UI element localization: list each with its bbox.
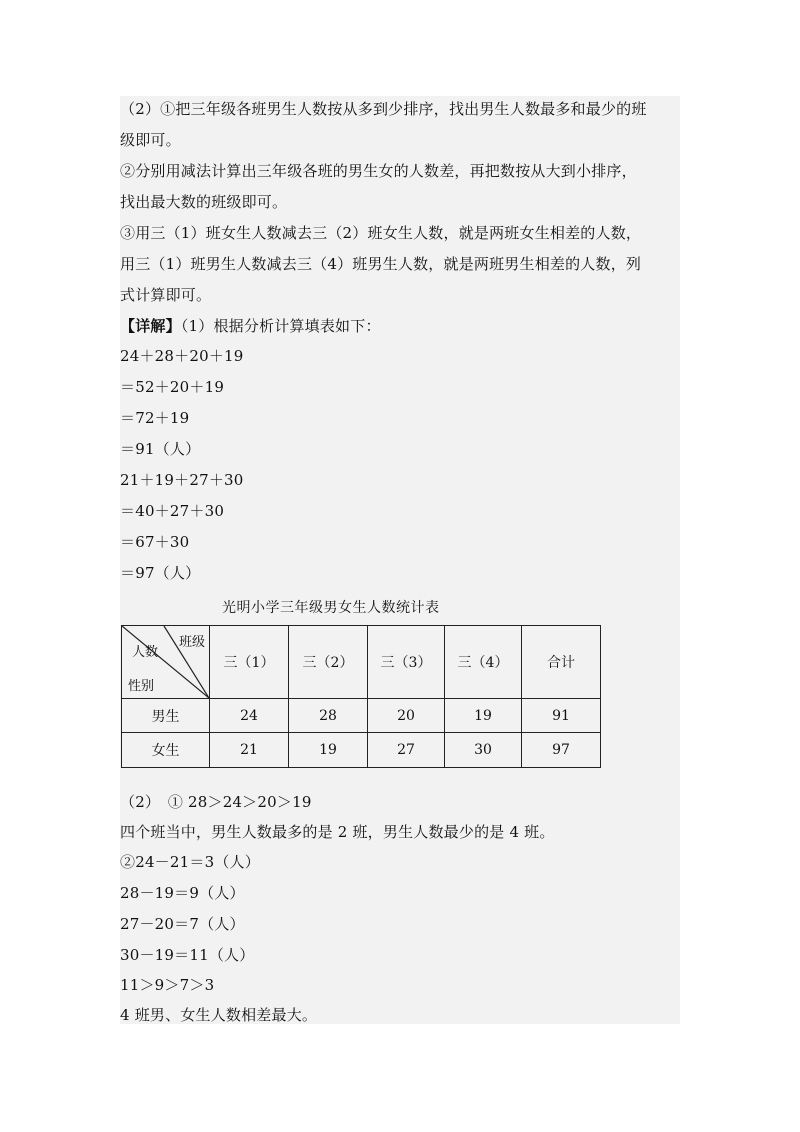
column-header: 三（4） — [445, 626, 522, 699]
detail-line — [120, 316, 381, 336]
table-header-row — [122, 626, 601, 699]
column-header: 合计 — [522, 626, 601, 699]
corner-label-count: 人数 — [132, 645, 159, 660]
calc-line: ＝97（人） — [120, 564, 201, 582]
table-row — [122, 733, 601, 768]
analysis-line-3: ②分别用减法计算出三年级各班的男生女的人数差，再把数按从大到小排序， — [120, 162, 637, 180]
table-cell: 21 — [210, 733, 289, 768]
detail-text: （1）根据分析计算填表如下： — [180, 317, 381, 335]
table-cell: 27 — [368, 733, 445, 768]
analysis-line-6: 用三（1）班男生人数减去三（4）班男生人数，就是两班男生相差的人数，列 — [120, 255, 642, 273]
part2-line: 11＞9＞7＞3 — [120, 976, 215, 994]
analysis-line-1: （2）①把三年级各班男生人数按从多到少排序，找出男生人数最多和最少的班 — [120, 100, 647, 118]
table-corner-cell — [122, 626, 210, 699]
table-cell: 19 — [445, 699, 522, 733]
analysis-line-4: 找出最大数的班级即可。 — [120, 193, 288, 211]
calc-line: 21＋19＋27＋30 — [120, 471, 244, 489]
part2-line: 四个班当中，男生人数最多的是 2 班，男生人数最少的是 4 班。 — [120, 823, 555, 841]
table-cell: 20 — [368, 699, 445, 733]
calc-line: ＝67＋30 — [120, 533, 190, 551]
table-cell: 28 — [289, 699, 368, 733]
analysis-line-5: ③用三（1）班女生人数减去三（2）班女生人数，就是两班女生相差的人数， — [120, 224, 642, 242]
detail-label: 【详解】 — [120, 317, 181, 335]
calc-line: ＝40＋27＋30 — [120, 502, 225, 520]
table-cell: 19 — [289, 733, 368, 768]
calc-line: ＝52＋20＋19 — [120, 378, 225, 396]
table-row — [122, 699, 601, 733]
part2-line: 28－19＝9（人） — [120, 884, 245, 902]
part2-line: 4 班男、女生人数相差最大。 — [120, 1006, 318, 1024]
calc-line: 24＋28＋20＋19 — [120, 347, 244, 365]
table-cell: 30 — [445, 733, 522, 768]
row-label: 男生 — [122, 699, 210, 733]
analysis-line-2: 级即可。 — [120, 131, 181, 149]
calc-line: ＝72＋19 — [120, 409, 190, 427]
part2-line: （2） ① 28＞24＞20＞19 — [120, 793, 312, 811]
column-header: 三（3） — [368, 626, 445, 699]
row-label: 女生 — [122, 733, 210, 768]
corner-label-class: 班级 — [178, 635, 205, 650]
corner-label-gender: 性别 — [128, 679, 155, 694]
table-cell: 91 — [522, 699, 601, 733]
calc-line: ＝91（人） — [120, 440, 201, 458]
table-title: 光明小学三年级男女生人数统计表 — [222, 600, 440, 616]
table-cell: 97 — [522, 733, 601, 768]
analysis-line-7: 式计算即可。 — [120, 286, 212, 304]
column-header: 三（2） — [289, 626, 368, 699]
part2-line: ②24－21＝3（人） — [120, 853, 260, 871]
column-header: 三（1） — [210, 626, 289, 699]
table-cell: 24 — [210, 699, 289, 733]
part2-line: 27－20＝7（人） — [120, 915, 245, 933]
part2-line: 30－19＝11（人） — [120, 946, 255, 964]
stats-table — [121, 625, 601, 768]
